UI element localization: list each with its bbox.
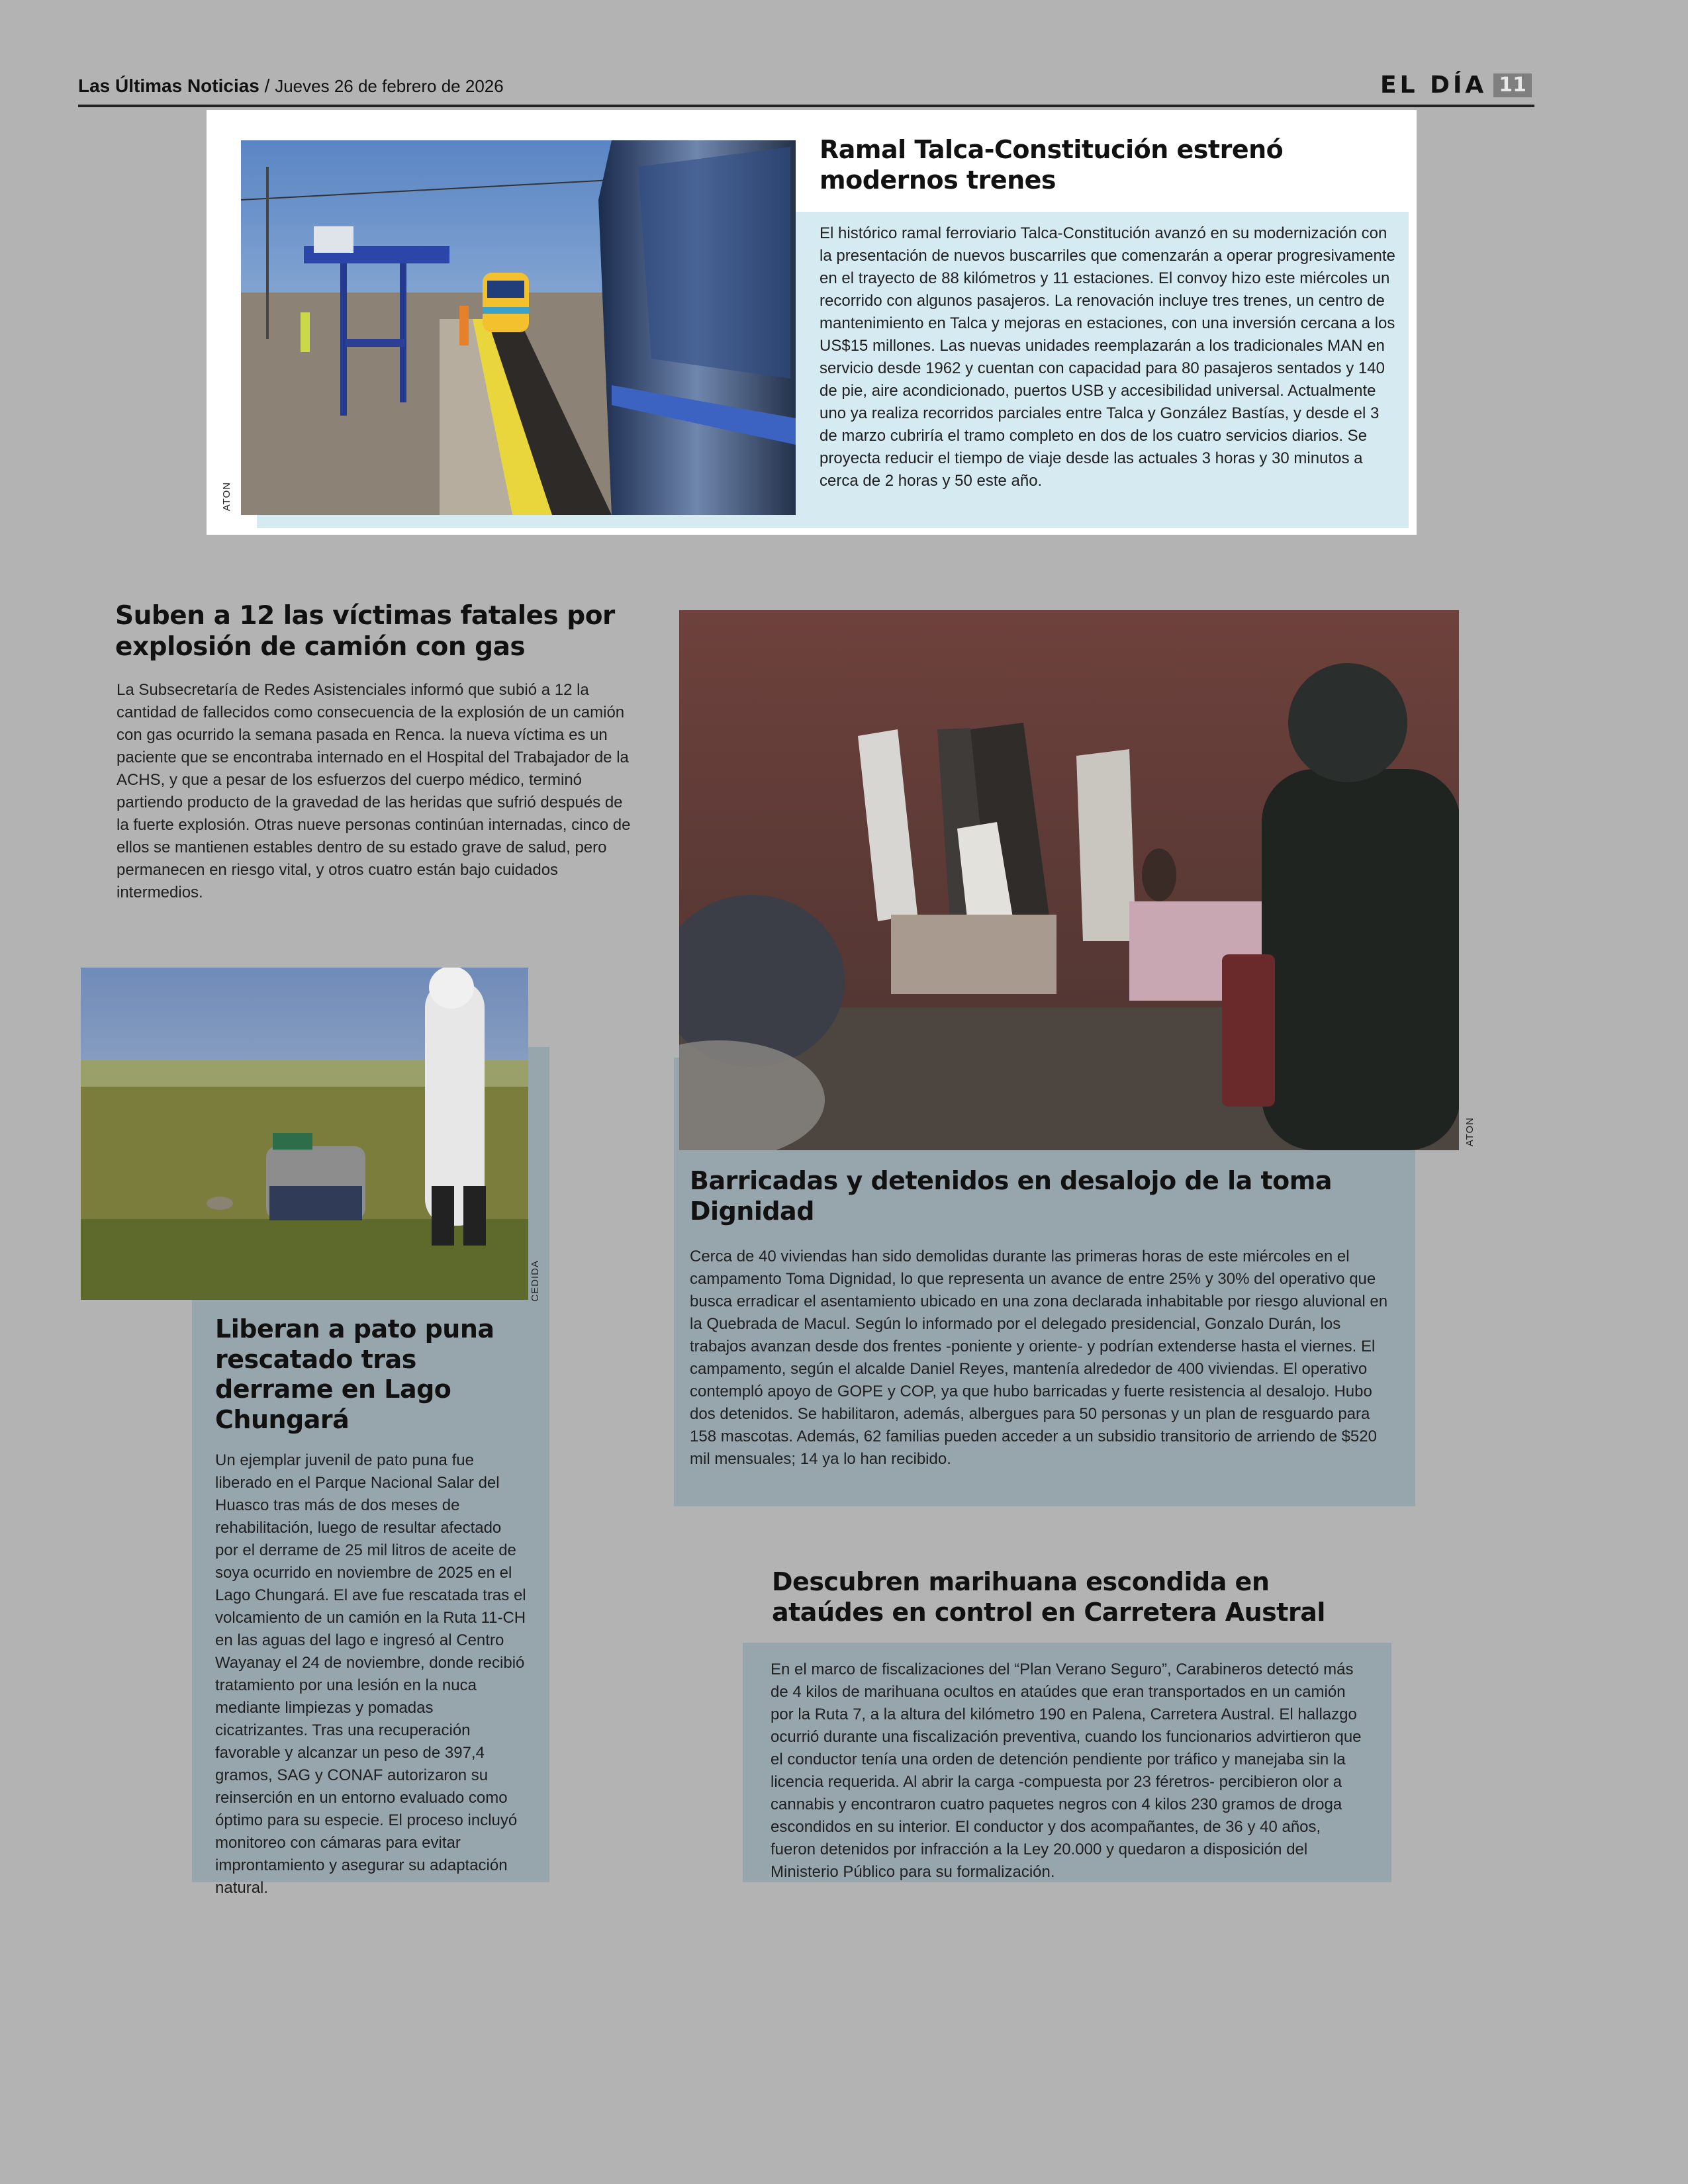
body-marihuana: En el marco de fiscalizaciones del “Plan Verano Seguro”, Carabineros detectó más de 4 kilos de marihuana ocultos en ataúdes que eran transportados en un camión por la Ruta 7, a la altura del kilómetro 190 en Palena, Carretera Austral. El hallazgo ocurrió durante una fiscalización preventiva, cuando los funcionarios advirtieron que el conductor tenía una orden de detención pendiente por tráfico y manejaba sin la licencia requerida. Al abrir la carga -compuesta por 23 féretros- percibieron olor a cannabis y encontraron cuatro paquetes negros con 4 kilos 230 gramos de droga escondidos en su interior. El conductor y dos acompañantes, de 36 y 40 años, fueron detenidos por infracción a la Ley 20.000 y quedaron a disposición del Ministerio Público para su formalización.	[771, 1661, 1362, 1881]
issue-date: Jueves 26 de febrero de 2026	[275, 76, 504, 96]
photo-credit-trenes: ATON	[221, 482, 232, 512]
photo-credit-pato: CEDIDA	[530, 1260, 541, 1302]
headline-pato: Liberan a pato puna rescatado tras derrame en Lago Chungará	[215, 1314, 494, 1434]
header-separator: /	[264, 75, 270, 96]
body-desalojo: Cerca de 40 viviendas han sido demolidas durante las primeras horas de este miércoles en el campamento Toma Dignidad, lo que representa un avance de entre 25% y 30% del operativo que busca erradicar el asentamiento ubicado en una zona declarada inhabitable por riesgo aluvional en la Quebrada de Macul. Según lo informado por el delegado presidencial, Gonzalo Durán, los trabajos avanzan desde dos frentes -poniente y oriente- y podrían extenderse hasta el viernes. El campamento, según el alcalde Daniel Reyes, mantenía alrededor de 400 viviendas. El operativo contempló apoyo de GOPE y COP, ya que hubo barricadas y fuerte resistencia al desalojo. Hubo dos detenidos. Se habilitaron, además, albergues para 50 personas y un plan de resguardo para 158 mascotas. Además, 62 familias pueden acceder a un subsidio transitorio de arriendo de $520 mil mensuales; 14 ya lo han recibido.	[690, 1248, 1388, 1468]
page-header-right	[1380, 71, 1532, 99]
headline-desalojo: Barricadas y detenidos en desalojo de la toma Dignidad	[690, 1166, 1333, 1226]
train-photo	[241, 140, 796, 515]
photo-credit-desalojo: ATON	[1464, 1117, 1476, 1147]
publication-name: Las Últimas Noticias	[78, 75, 259, 96]
body-explosion: La Subsecretaría de Redes Asistenciales informó que subió a 12 la cantidad de fallecidos como consecuencia de la explosión de un camión con gas ocurrido la semana pasada en Renca. la nueva víctima es un paciente que se encontraba internado en el Hospital del Trabajador de la ACHS, y que a pesar de los esfuerzos del cuerpo médico, terminó partiendo producto de la gravedad de las heridas que sufrió después de la fuerte explosión. Otras nueve personas continúan internadas, cinco de ellos se mantienen estables dentro de su estado grave de salud, pero permanecen en riesgo vital, y otros cuatro están bajo cuidados intermedios.	[117, 681, 631, 901]
page-header-left	[78, 75, 504, 97]
body-pato: Un ejemplar juvenil de pato puna fue liberado en el Parque Nacional Salar del Huasco tras más de dos meses de rehabilitación, luego de resultar afectado por el derrame de 25 mil litros de aceite de soya ocurrido en noviembre de 2025 en el Lago Chungará. El ave fue rescatada tras el volcamiento de un camión en la Ruta 11-CH en las aguas del lago e ingresó al Centro Wayanay el 24 de noviembre, donde recibió tratamiento por una lesión en la nuca mediante limpiezas y pomadas cicatrizantes. Tras una recuperación favorable y alcanzar un peso de 397,4 gramos, SAG y CONAF autorizaron su reinserción en un entorno evaluado como óptimo para su especie. El proceso incluyó monitoreo con cámaras para evitar improntamiento y asegurar su adaptación natural.	[215, 1451, 526, 1897]
headline-trenes: Ramal Talca-Constitución estrenó modernos trenes	[820, 135, 1284, 195]
duck-release-photo	[81, 968, 528, 1300]
headline-explosion: Suben a 12 las víctimas fatales por explosión de camión con gas	[115, 601, 615, 662]
eviction-photo	[679, 610, 1459, 1150]
headline-marihuana: Descubren marihuana escondida en ataúdes en control en Carretera Austral	[772, 1567, 1325, 1627]
page-number: 11	[1493, 73, 1532, 97]
section-label: EL DÍA	[1380, 71, 1487, 99]
header-rule	[78, 105, 1534, 107]
body-trenes: El histórico ramal ferroviario Talca-Constitución avanzó en su modernización con la presentación de nuevos buscarriles que comenzarán a operar progresivamente en el trayecto de 88 kilómetros y 11 estaciones. El convoy hizo este miércoles un recorrido con algunos pasajeros. La renovación incluye tres trenes, un centro de mantenimiento en Talca y mejoras en estaciones, con una inversión cercana a los US$15 millones. Las nuevas unidades reemplazarán a los tradicionales MAN en servicio desde 1962 y cuentan con capacidad para 80 pasajeros sentados y 140 de pie, aire acondicionado, puertos USB y accesibilidad universal. Actualmente uno ya realiza recorridos parciales entre Talca y González Bastías, y desde el 3 de marzo cubriría el tramo completo en dos de los cuatro servicios diarios. Se proyecta reducir el tiempo de viaje desde las actuales 3 horas y 30 minutos a cerca de 2 horas y 50 este año.	[820, 224, 1395, 490]
